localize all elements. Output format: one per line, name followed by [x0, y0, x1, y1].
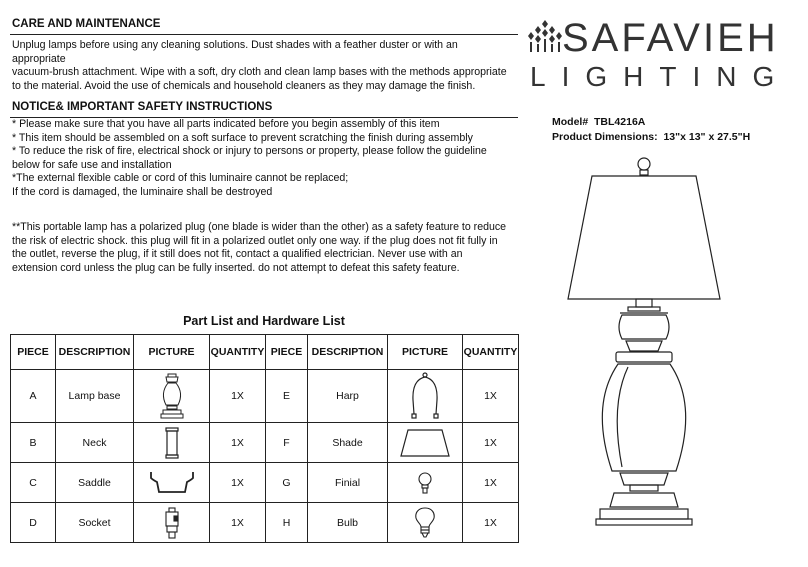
- quantity-cell: 1X: [463, 423, 519, 463]
- header-description: DESCRIPTION: [56, 335, 134, 370]
- care-text: [12, 39, 522, 93]
- picture-cell: [134, 370, 210, 423]
- table-header-row: [11, 335, 519, 370]
- picture-cell: [388, 370, 463, 423]
- picture-cell: [134, 423, 210, 463]
- description-cell: Saddle: [56, 463, 134, 503]
- piece-cell: B: [11, 423, 56, 463]
- header-picture: PICTURE: [388, 335, 463, 370]
- quantity-cell: 1X: [210, 370, 266, 423]
- shade-icon: [400, 429, 450, 457]
- notice-heading: NOTICE& IMPORTANT SAFETY INSTRUCTIONS: [12, 101, 273, 113]
- bulb-icon: [414, 507, 436, 539]
- table-row: [11, 503, 519, 543]
- notice-line: *The external flexible cable or cord of this luminaire cannot be replaced;: [12, 172, 349, 185]
- parts-table: [10, 334, 519, 543]
- dims-row: [552, 131, 750, 143]
- header-quantity: QUANTITY: [210, 335, 266, 370]
- description-cell: Harp: [308, 370, 388, 423]
- header-piece: PIECE: [11, 335, 56, 370]
- care-line: appropriate: [12, 52, 66, 65]
- piece-cell: A: [11, 370, 56, 423]
- plug-note-line: extension cord unless the plug can be fully inserted. do not attempt to defeat this safety feature.: [12, 261, 460, 274]
- plug-note-line: the risk of electric shock. this plug will fit in a polarized outlet only one way. if the plug does not fit fully in: [12, 234, 498, 247]
- description-cell: Bulb: [308, 503, 388, 543]
- header-piece: PIECE: [266, 335, 308, 370]
- description-cell: Shade: [308, 423, 388, 463]
- description-cell: Neck: [56, 423, 134, 463]
- description-cell: Socket: [56, 503, 134, 543]
- quantity-cell: 1X: [210, 463, 266, 503]
- care-line: to the material. Avoid the use of chemicals and household cleaners as they may damage the finish.: [12, 79, 476, 92]
- piece-cell: D: [11, 503, 56, 543]
- quantity-cell: 1X: [463, 463, 519, 503]
- lamp-base-icon: [159, 373, 185, 419]
- brand-sub: LIGHTING: [530, 61, 791, 92]
- piece-cell: H: [266, 503, 308, 543]
- parts-title: Part List and Hardware List: [183, 314, 345, 328]
- finial-icon: [417, 472, 433, 494]
- picture-cell: [134, 503, 210, 543]
- notice-line: * Please make sure that you have all parts indicated before you begin assembly of this item: [12, 118, 440, 130]
- brand-name: SAFAVIEH: [562, 16, 779, 60]
- harp-icon: [410, 372, 440, 420]
- description-cell: Finial: [308, 463, 388, 503]
- care-heading: CARE AND MAINTENANCE: [12, 18, 161, 30]
- quantity-cell: 1X: [210, 423, 266, 463]
- model-row: [552, 116, 645, 128]
- piece-cell: G: [266, 463, 308, 503]
- lamp-illustration-icon: [560, 155, 728, 540]
- dims-label: Product Dimensions:: [552, 131, 658, 143]
- neck-icon: [165, 427, 179, 459]
- picture-cell: [134, 463, 210, 503]
- table-row: [11, 463, 519, 503]
- picture-cell: [388, 503, 463, 543]
- quantity-cell: 1X: [210, 503, 266, 543]
- model-label: Model#: [552, 116, 589, 128]
- piece-cell: C: [11, 463, 56, 503]
- care-line: Unplug lamps before using any cleaning solutions. Dust shades with a feather duster or with an: [12, 39, 458, 51]
- notice-text: [12, 118, 522, 200]
- quantity-cell: 1X: [463, 503, 519, 543]
- socket-icon: [164, 507, 180, 539]
- model-value: TBL4216A: [594, 116, 646, 128]
- saddle-icon: [149, 470, 195, 496]
- description-cell: Lamp base: [56, 370, 134, 423]
- plug-note: [12, 221, 524, 275]
- piece-cell: F: [266, 423, 308, 463]
- table-row: [11, 423, 519, 463]
- picture-cell: [388, 463, 463, 503]
- picture-cell: [388, 423, 463, 463]
- piece-cell: E: [266, 370, 308, 423]
- dims-value: 13"x 13" x 27.5"H: [663, 131, 751, 143]
- notice-line: below for safe use and installation: [12, 158, 172, 171]
- header-quantity: QUANTITY: [463, 335, 519, 370]
- header-picture: PICTURE: [134, 335, 210, 370]
- table-row: [11, 370, 519, 423]
- notice-line: * This item should be assembled on a soft surface to prevent scratching the finish during assembly: [12, 131, 473, 144]
- plug-note-line: the outlet, reverse the plug, if it still does not fit, contact a qualified electrician. Never use with an: [12, 248, 463, 261]
- care-divider: [10, 34, 518, 35]
- brand-logo-icon: [527, 20, 563, 54]
- notice-line: If the cord is damaged, the luminaire shall be destroyed: [12, 185, 273, 198]
- care-line: vacuum-brush attachment. Wipe with a soft, dry cloth and clean lamp bases with the methods appropriate: [12, 66, 507, 79]
- notice-line: * To reduce the risk of fire, electrical shock or injury to persons or property, please follow the guideline: [12, 145, 487, 158]
- header-description: DESCRIPTION: [308, 335, 388, 370]
- plug-note-line: **This portable lamp has a polarized plug (one blade is wider than the other) as a safety feature to reduce: [12, 221, 507, 233]
- quantity-cell: 1X: [463, 370, 519, 423]
